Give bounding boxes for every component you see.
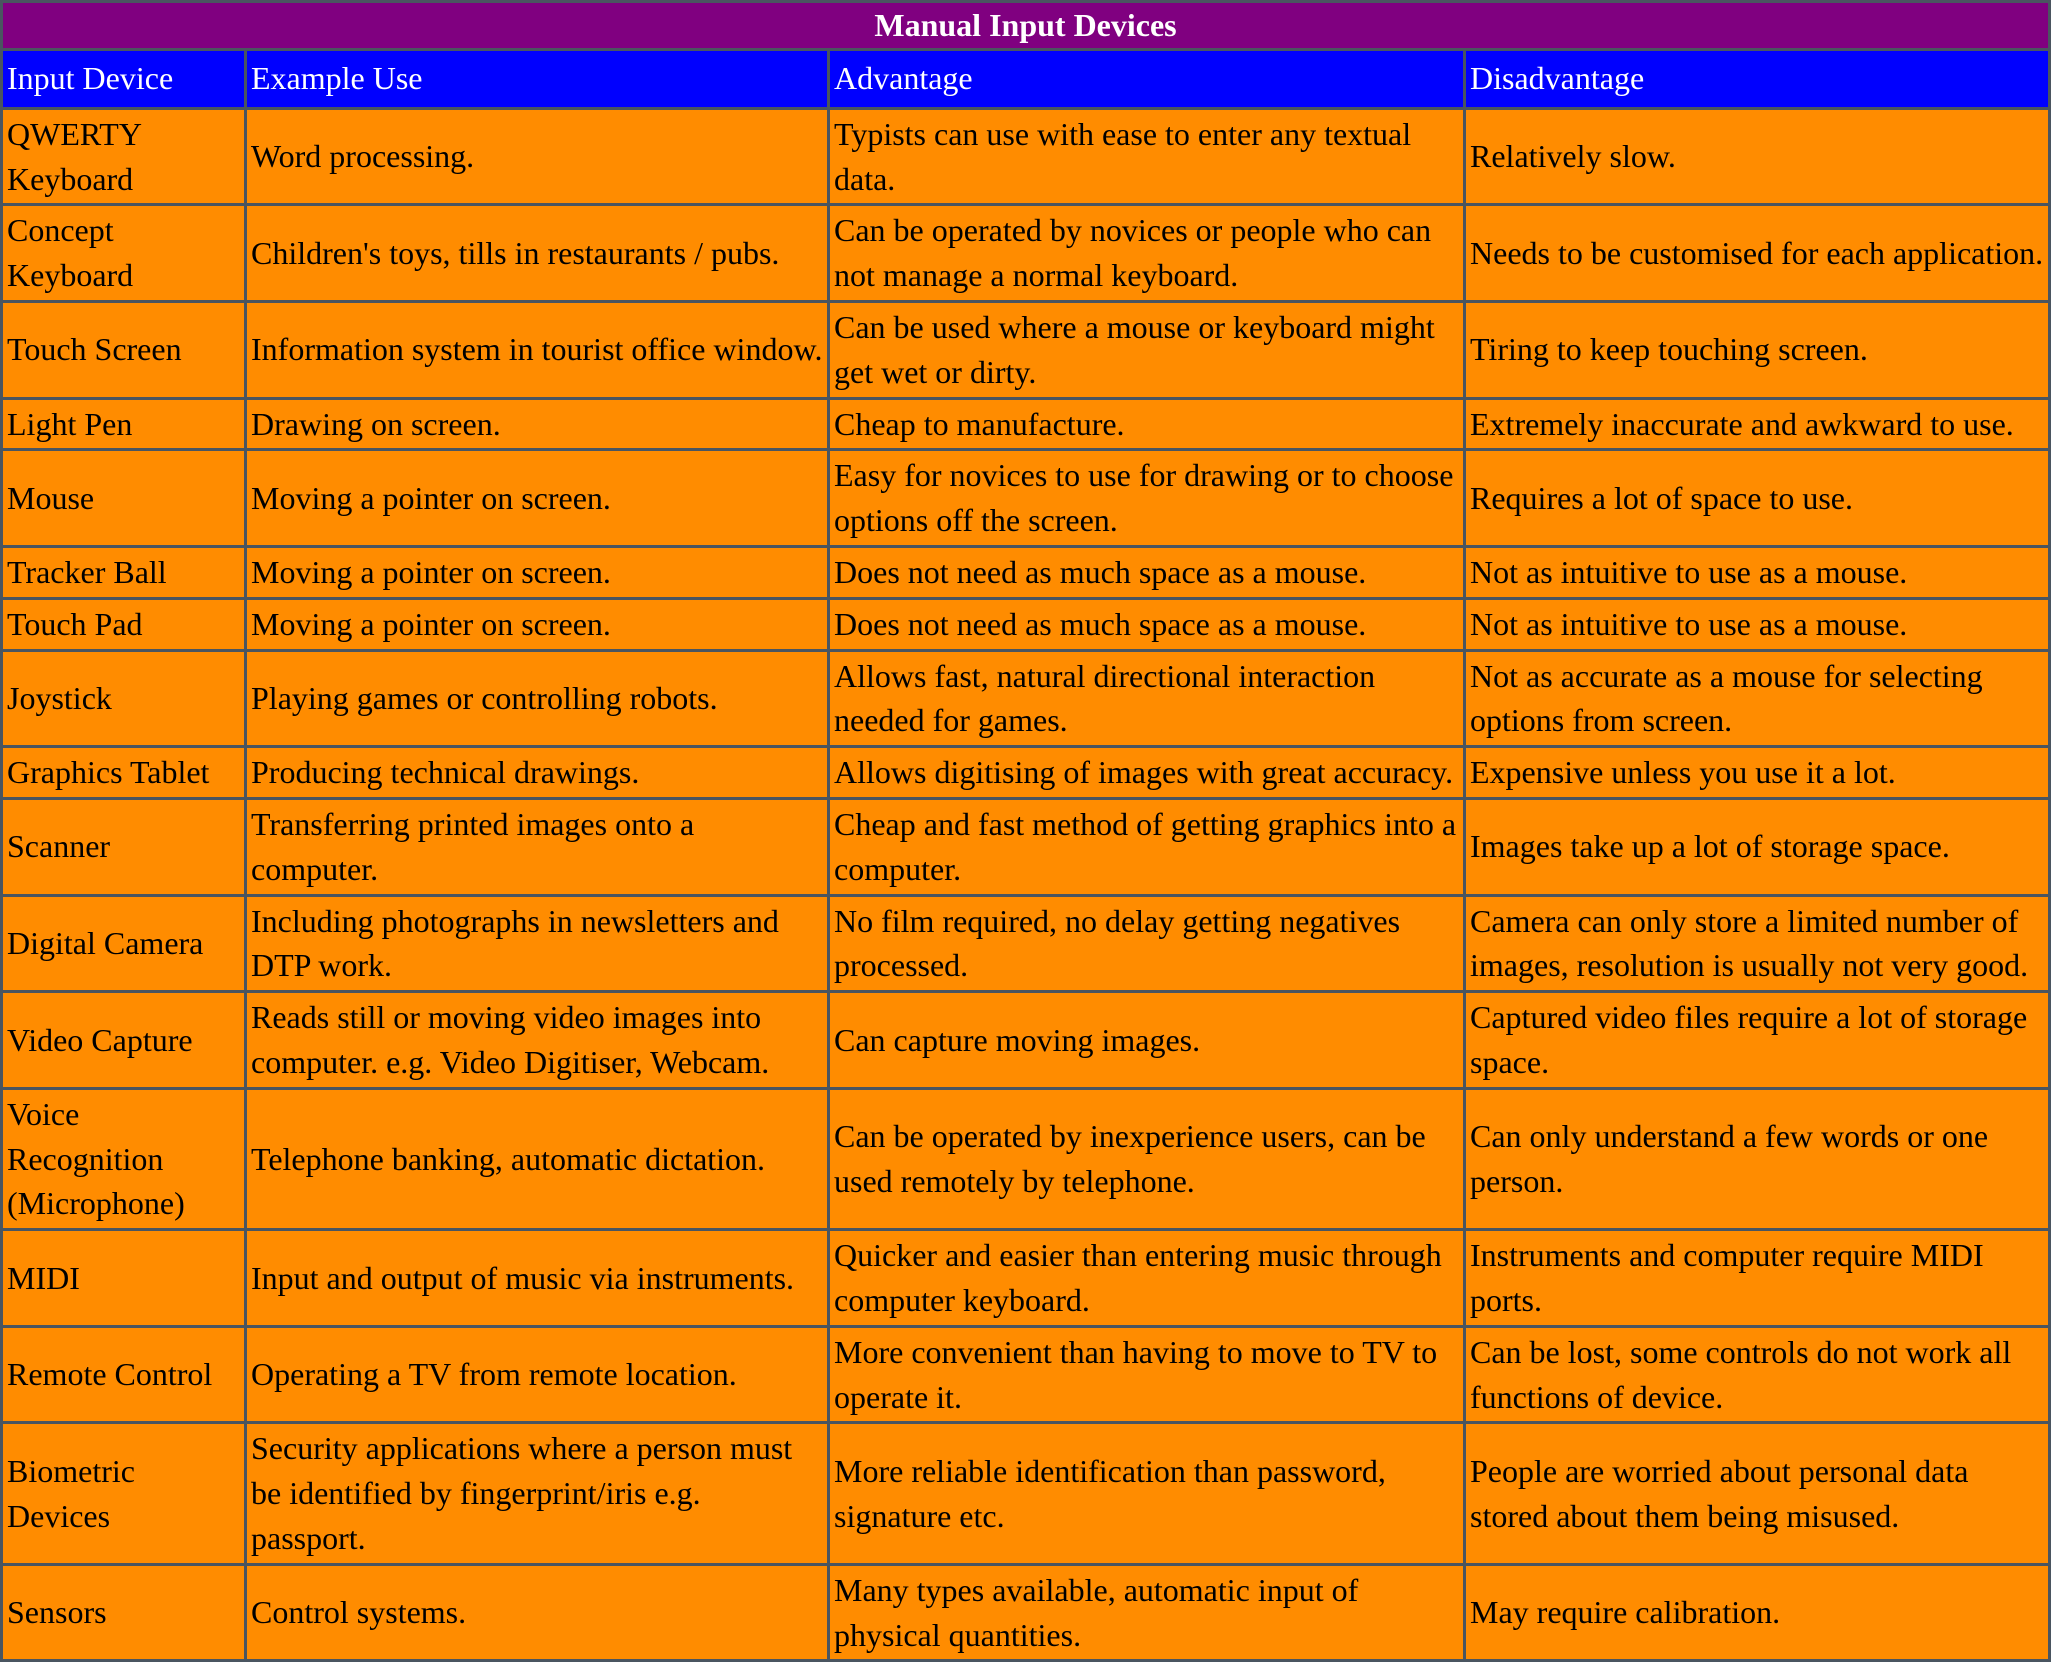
input-device-cell: Tracker Ball (2, 546, 246, 598)
disadvantage-cell: Relatively slow. (1465, 108, 2050, 205)
column-header-example-use: Example Use (246, 49, 829, 108)
advantage-cell: Does not need as much space as a mouse. (829, 598, 1465, 650)
disadvantage-cell: Camera can only store a limited number of images, resolution is usually not very good. (1465, 895, 2050, 992)
table-row (2, 301, 2050, 398)
input-device-cell: Joystick (2, 650, 246, 747)
input-device-cell: Digital Camera (2, 895, 246, 992)
input-device-cell: Touch Pad (2, 598, 246, 650)
table-body (2, 108, 2050, 1661)
example-use-cell: Reads still or moving video images into computer. e.g. Video Digitiser, Webcam. (246, 992, 829, 1089)
advantage-cell: Can be operated by inexperience users, can be used remotely by telephone. (829, 1088, 1465, 1229)
table-row (2, 205, 2050, 302)
advantage-cell: Easy for novices to use for drawing or to choose options off the screen. (829, 450, 1465, 547)
example-use-cell: Producing technical drawings. (246, 747, 829, 799)
disadvantage-cell: Images take up a lot of storage space. (1465, 798, 2050, 895)
example-use-cell: Telephone banking, automatic dictation. (246, 1088, 829, 1229)
advantage-cell: Can be operated by novices or people who can not manage a normal keyboard. (829, 205, 1465, 302)
input-device-cell: Biometric Devices (2, 1423, 246, 1564)
input-device-cell: Mouse (2, 450, 246, 547)
example-use-cell: Word processing. (246, 108, 829, 205)
disadvantage-cell: Instruments and computer require MIDI ports. (1465, 1230, 2050, 1327)
input-device-cell: Concept Keyboard (2, 205, 246, 302)
advantage-cell: Cheap to manufacture. (829, 398, 1465, 450)
example-use-cell: Moving a pointer on screen. (246, 450, 829, 547)
disadvantage-cell: People are worried about personal data stored about them being misused. (1465, 1423, 2050, 1564)
column-header-advantage: Advantage (829, 49, 1465, 108)
advantage-cell: Allows fast, natural directional interaction needed for games. (829, 650, 1465, 747)
advantage-cell: Does not need as much space as a mouse. (829, 546, 1465, 598)
title-row (2, 2, 2050, 50)
table-row (2, 598, 2050, 650)
disadvantage-cell: Expensive unless you use it a lot. (1465, 747, 2050, 799)
input-device-cell: Graphics Tablet (2, 747, 246, 799)
example-use-cell: Including photographs in newsletters and DTP work. (246, 895, 829, 992)
input-device-cell: Voice Recognition (Microphone) (2, 1088, 246, 1229)
example-use-cell: Information system in tourist office window. (246, 301, 829, 398)
advantage-cell: More convenient than having to move to TV to operate it. (829, 1326, 1465, 1423)
table-title: Manual Input Devices (2, 2, 2050, 50)
table-row (2, 108, 2050, 205)
advantage-cell: Quicker and easier than entering music through computer keyboard. (829, 1230, 1465, 1327)
disadvantage-cell: Captured video files require a lot of storage space. (1465, 992, 2050, 1089)
disadvantage-cell: Can be lost, some controls do not work all functions of device. (1465, 1326, 2050, 1423)
disadvantage-cell: Tiring to keep touching screen. (1465, 301, 2050, 398)
advantage-cell: Many types available, automatic input of physical quantities. (829, 1564, 1465, 1661)
input-device-cell: Touch Screen (2, 301, 246, 398)
table-row (2, 992, 2050, 1089)
example-use-cell: Input and output of music via instruments. (246, 1230, 829, 1327)
advantage-cell: More reliable identification than password, signature etc. (829, 1423, 1465, 1564)
input-device-cell: Light Pen (2, 398, 246, 450)
disadvantage-cell: Not as intuitive to use as a mouse. (1465, 546, 2050, 598)
table-row (2, 1423, 2050, 1564)
input-device-cell: Video Capture (2, 992, 246, 1089)
example-use-cell: Moving a pointer on screen. (246, 546, 829, 598)
header-row (2, 49, 2050, 108)
column-header-input-device: Input Device (2, 49, 246, 108)
advantage-cell: Typists can use with ease to enter any textual data. (829, 108, 1465, 205)
table-row (2, 1088, 2050, 1229)
example-use-cell: Children's toys, tills in restaurants / pubs. (246, 205, 829, 302)
table-row (2, 546, 2050, 598)
input-device-cell: Sensors (2, 1564, 246, 1661)
example-use-cell: Drawing on screen. (246, 398, 829, 450)
disadvantage-cell: Not as accurate as a mouse for selecting options from screen. (1465, 650, 2050, 747)
example-use-cell: Security applications where a person must be identified by fingerprint/iris e.g. passport. (246, 1423, 829, 1564)
disadvantage-cell: Needs to be customised for each application. (1465, 205, 2050, 302)
table-row (2, 1564, 2050, 1661)
table-row (2, 398, 2050, 450)
disadvantage-cell: Requires a lot of space to use. (1465, 450, 2050, 547)
table-row (2, 798, 2050, 895)
example-use-cell: Playing games or controlling robots. (246, 650, 829, 747)
table-row (2, 450, 2050, 547)
table-row (2, 747, 2050, 799)
input-device-cell: Scanner (2, 798, 246, 895)
example-use-cell: Transferring printed images onto a computer. (246, 798, 829, 895)
disadvantage-cell: Not as intuitive to use as a mouse. (1465, 598, 2050, 650)
disadvantage-cell: Can only understand a few words or one person. (1465, 1088, 2050, 1229)
column-header-disadvantage: Disadvantage (1465, 49, 2050, 108)
advantage-cell: Can be used where a mouse or keyboard might get wet or dirty. (829, 301, 1465, 398)
input-device-cell: Remote Control (2, 1326, 246, 1423)
advantage-cell: Allows digitising of images with great accuracy. (829, 747, 1465, 799)
advantage-cell: Cheap and fast method of getting graphics into a computer. (829, 798, 1465, 895)
table-row (2, 1326, 2050, 1423)
advantage-cell: Can capture moving images. (829, 992, 1465, 1089)
example-use-cell: Control systems. (246, 1564, 829, 1661)
example-use-cell: Operating a TV from remote location. (246, 1326, 829, 1423)
disadvantage-cell: May require calibration. (1465, 1564, 2050, 1661)
disadvantage-cell: Extremely inaccurate and awkward to use. (1465, 398, 2050, 450)
advantage-cell: No film required, no delay getting negatives processed. (829, 895, 1465, 992)
table-row (2, 1230, 2050, 1327)
table-row (2, 650, 2050, 747)
example-use-cell: Moving a pointer on screen. (246, 598, 829, 650)
input-device-cell: QWERTY Keyboard (2, 108, 246, 205)
input-device-cell: MIDI (2, 1230, 246, 1327)
table-row (2, 895, 2050, 992)
